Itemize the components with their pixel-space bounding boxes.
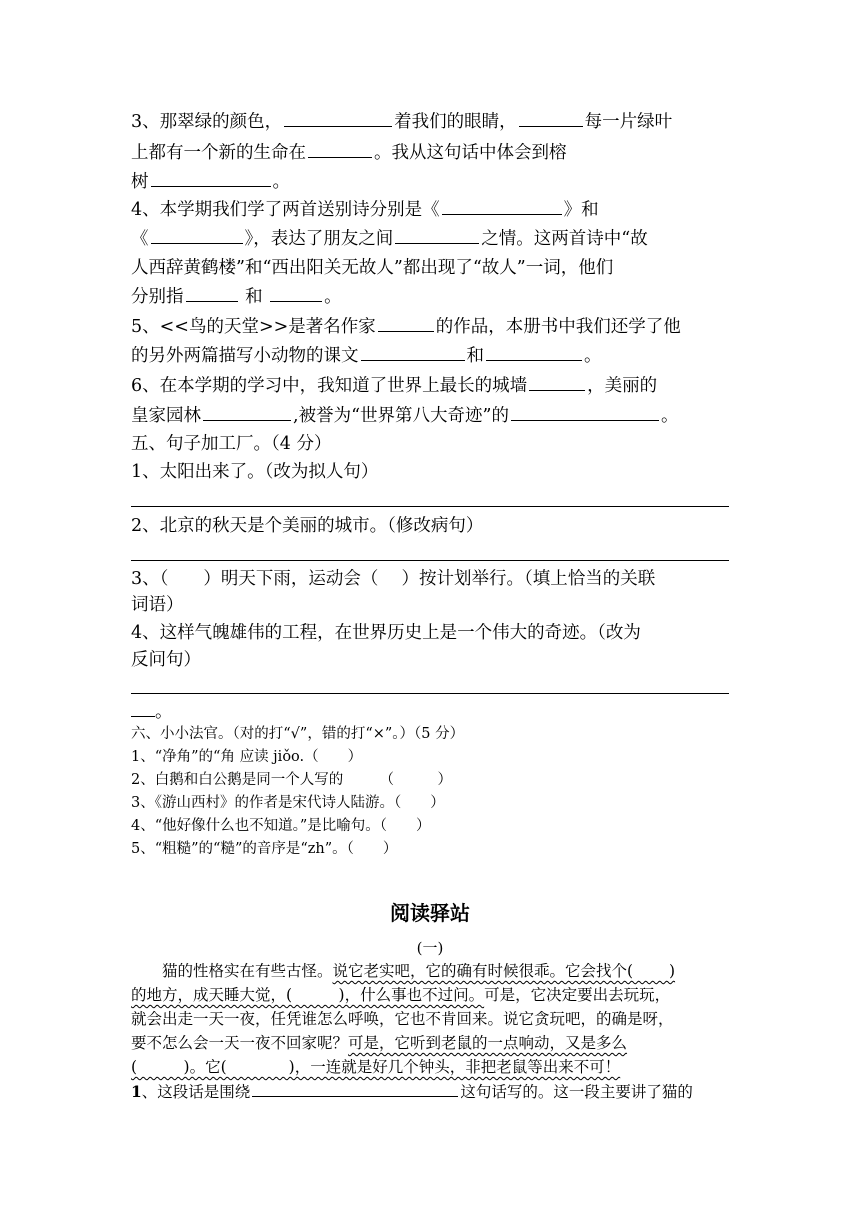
q4-line3: 人西辞黄鹤楼”和“西出阳关无故人”都出现了“故人”一词，他们: [131, 258, 614, 278]
q3-text-a: 3、那翠绿的颜色，: [131, 112, 283, 132]
passage-underlined-text: 可是，它听到老鼠的一点响动，又是多么: [348, 1034, 628, 1052]
q4-blank-5[interactable]: [270, 285, 322, 302]
q6-blank-1[interactable]: [529, 374, 585, 391]
q4-text-f: 分别指: [131, 287, 184, 307]
q5-text-b: 的作品，本册书中我们还学了他: [435, 317, 681, 337]
q6-line2: [131, 404, 678, 428]
judge-item-5: 5、“粗糙”的“糙”的音序是“zh”。（ ）: [131, 841, 398, 857]
q6-text-a: 6、在本学期的学习中，我知道了世界上最长的城墙: [131, 376, 528, 396]
q4-blank-2[interactable]: [151, 227, 243, 244]
q3-blank-4[interactable]: [151, 170, 271, 187]
q4-text-c: 《: [131, 229, 149, 249]
q4-text-h: 。: [324, 287, 342, 307]
q3-line2: [131, 141, 567, 165]
q6-blank-2[interactable]: [203, 404, 291, 421]
answer-line-3-tail[interactable]: [131, 700, 155, 717]
q6-text-e: 。: [660, 406, 679, 426]
section6-heading: 六、小小法官。（对的打“√”，错的打“×”。）（5 分）: [131, 726, 465, 742]
q4-text-d: 》，表达了朋友之间: [244, 229, 394, 249]
q3-text-g: 。: [272, 172, 290, 192]
q4-blank-4[interactable]: [186, 285, 238, 302]
q4-line4: [131, 285, 342, 309]
passage-text: 可是，它决定要出去玩玩，: [484, 986, 671, 1004]
reading-part-number: (一): [416, 939, 444, 957]
q5-line2: [131, 344, 602, 368]
q3-line1: [131, 110, 672, 134]
q6-blank-3[interactable]: [511, 404, 659, 421]
q6-text-b: ，美丽的: [587, 376, 658, 396]
answer-line-3-end: [131, 700, 173, 724]
passage-text: 猫的性格实在有些古怪。: [131, 962, 333, 980]
judge-item-2: 2、白鹅和白公鹅是同一个人写的 （ ）: [131, 772, 452, 788]
q4-text-g: 和: [245, 287, 263, 307]
reading-question-blank[interactable]: [252, 1080, 458, 1097]
q4-text-a: 4、本学期我们学了两首送别诗分别是《: [131, 200, 440, 220]
q3-line3: [131, 170, 290, 194]
q6-text-d: ,被誉为“世界第八大奇迹”的: [293, 406, 509, 426]
q5-text-e: 。: [584, 346, 602, 366]
q5-text-c: 的另外两篇描写小动物的课文: [131, 346, 359, 366]
q4-line2: [131, 227, 648, 251]
q3-text-f: 树: [131, 172, 149, 192]
reading-question-number: 1: [131, 1082, 142, 1101]
section5-heading: 五、句子加工厂。（4 分）: [131, 434, 332, 454]
judge-item-1: 1、“净角”的“角 应读 jiǒo.（ ）: [131, 749, 363, 765]
q5-line1: [131, 315, 681, 339]
passage-underlined-text: ( )。它( )，一连就是好几个钟头，非把老鼠等出来不可！: [131, 1058, 621, 1076]
answer-line-1[interactable]: [131, 506, 729, 507]
passage-text: 要不怎么会一天一夜不回家呢？: [131, 1034, 349, 1052]
q4-text-b: 》和: [563, 200, 599, 220]
reading-question-text: 、这段话是围绕: [141, 1083, 251, 1101]
q3-text-b: 着我们的眼睛，: [394, 112, 517, 132]
answer-line-3[interactable]: [131, 693, 729, 694]
passage-underlined-text: 的地方，成天睡大觉，( )，什么事也不过问。: [131, 986, 485, 1004]
section5-item-1: 1、太阳出来了。（改为拟人句）: [131, 462, 379, 482]
section5-item-4-cont: 反问句）: [131, 650, 201, 670]
q6-line1: [131, 374, 657, 398]
section5-item-3-cont: 词语）: [131, 595, 184, 615]
section5-item-4-period: 。: [155, 702, 173, 722]
q3-blank-3[interactable]: [308, 141, 372, 158]
q3-text-d: 上都有一个新的生命在: [131, 143, 306, 163]
passage-line-2: [131, 984, 670, 1006]
passage-line-4: [131, 1032, 627, 1054]
q5-text-a: 5、<<鸟的天堂>>是著名作家: [131, 317, 376, 337]
passage-line-5: [131, 1056, 620, 1078]
q3-blank-1[interactable]: [284, 110, 392, 127]
judge-item-4: 4、“他好像什么也不知道。”是比喻句。（ ）: [131, 818, 431, 834]
passage-line-3: 就会出走一天一夜，任凭谁怎么呼唤，它也不肯回来。说它贪玩吧，的确是呀，: [131, 1010, 674, 1028]
passage-underlined-text: 说它老实吧，它的确有时候很乖。它会找个( ): [332, 962, 676, 980]
q4-line1: [131, 198, 599, 222]
q5-text-d: 和: [466, 346, 484, 366]
reading-question-1: [131, 1080, 693, 1103]
reading-question-text-2: 这句话写的。这一段主要讲了猫的: [460, 1083, 693, 1101]
q4-blank-1[interactable]: [442, 198, 562, 215]
q5-blank-1[interactable]: [378, 315, 434, 332]
reading-title: 阅读驿站: [390, 901, 470, 925]
passage-line-1: [131, 960, 675, 982]
q5-blank-3[interactable]: [486, 344, 582, 361]
q5-blank-2[interactable]: [361, 344, 465, 361]
q3-blank-2[interactable]: [519, 110, 583, 127]
q3-text-c: 每一片绿叶: [584, 112, 673, 132]
answer-line-2[interactable]: [131, 560, 729, 561]
q3-text-e: 。我从这句话中体会到榕: [374, 143, 567, 163]
judge-item-3: 3、《游山西村》的作者是宋代诗人陆游。（ ）: [131, 795, 445, 811]
q6-text-c: 皇家园林: [131, 406, 201, 426]
q4-text-e: 之情。这两首诗中“故: [481, 229, 648, 249]
section5-item-3: 3、（ ）明天下雨，运动会（ ）按计划举行。（填上恰当的关联: [131, 569, 656, 589]
section5-item-2: 2、北京的秋天是个美丽的城市。（修改病句）: [131, 516, 484, 536]
section5-item-4: 4、这样气魄雄伟的工程，在世界历史上是一个伟大的奇迹。（改为: [131, 623, 641, 643]
q4-blank-3[interactable]: [395, 227, 479, 244]
